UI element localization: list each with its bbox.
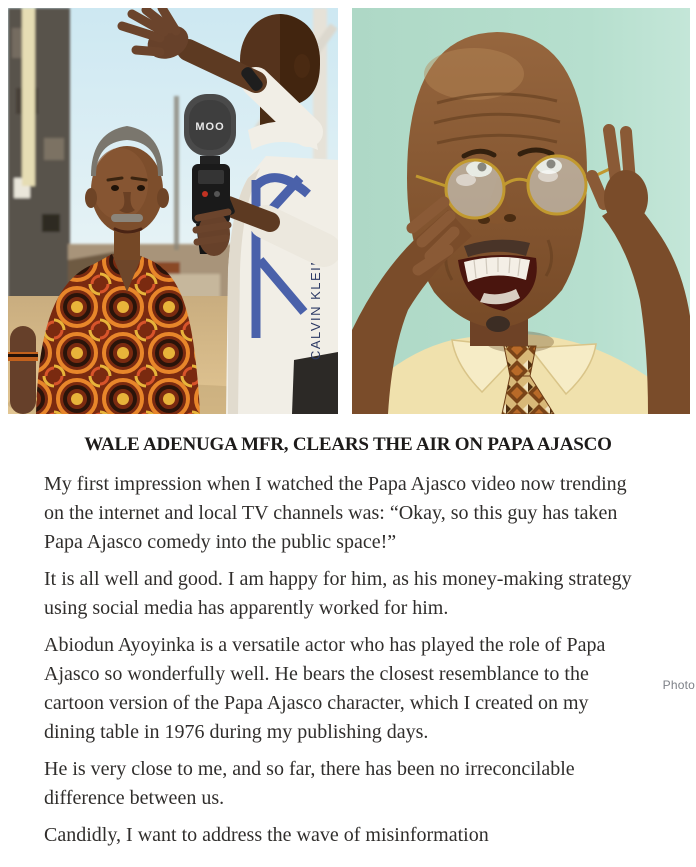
calvin-klein-shirt-text: CALVIN KLEIN bbox=[308, 254, 323, 360]
dark-trousers bbox=[292, 352, 338, 414]
statement-article bbox=[0, 414, 696, 850]
article-paragraph: It is all well and good. I am happy for him, as his money-making strategy using social media has apparently worked for him. bbox=[44, 568, 632, 619]
article-paragraph: My first impression when I watched the Papa Ajasco video now trending on the internet and local TV channels was: “Okay, so this guy has taken Papa Ajasco comedy into the public space!” bbox=[44, 473, 627, 553]
soul-patch bbox=[486, 316, 510, 332]
article-paragraph-clipped: Candidly, I want to address the wave of misinformation bbox=[44, 824, 489, 846]
article-headline: WALE ADENUGA MFR, CLEARS THE AIR ON PAPA AJASCO bbox=[84, 434, 612, 455]
mic-brand-label: MOO bbox=[195, 121, 225, 133]
papa-ajasco-portrait bbox=[352, 8, 690, 414]
interview-photo-illustration bbox=[8, 8, 338, 414]
article-paragraph: He is very close to me, and so far, there has been no irreconcilable difference between us. bbox=[44, 758, 575, 809]
interview-photo bbox=[8, 8, 338, 414]
photo-collage bbox=[0, 0, 696, 414]
article-paragraph: Abiodun Ayoyinka is a versatile actor who has played the role of Papa Ajasco so wonderfully well. He bears the closest resemblance to the cartoon version of the Papa Ajasco character, which I created on my dining table in 1976 during my publishing days. bbox=[44, 634, 606, 743]
photo-watermark: Photo bbox=[662, 678, 695, 692]
portrait-illustration bbox=[352, 8, 690, 414]
